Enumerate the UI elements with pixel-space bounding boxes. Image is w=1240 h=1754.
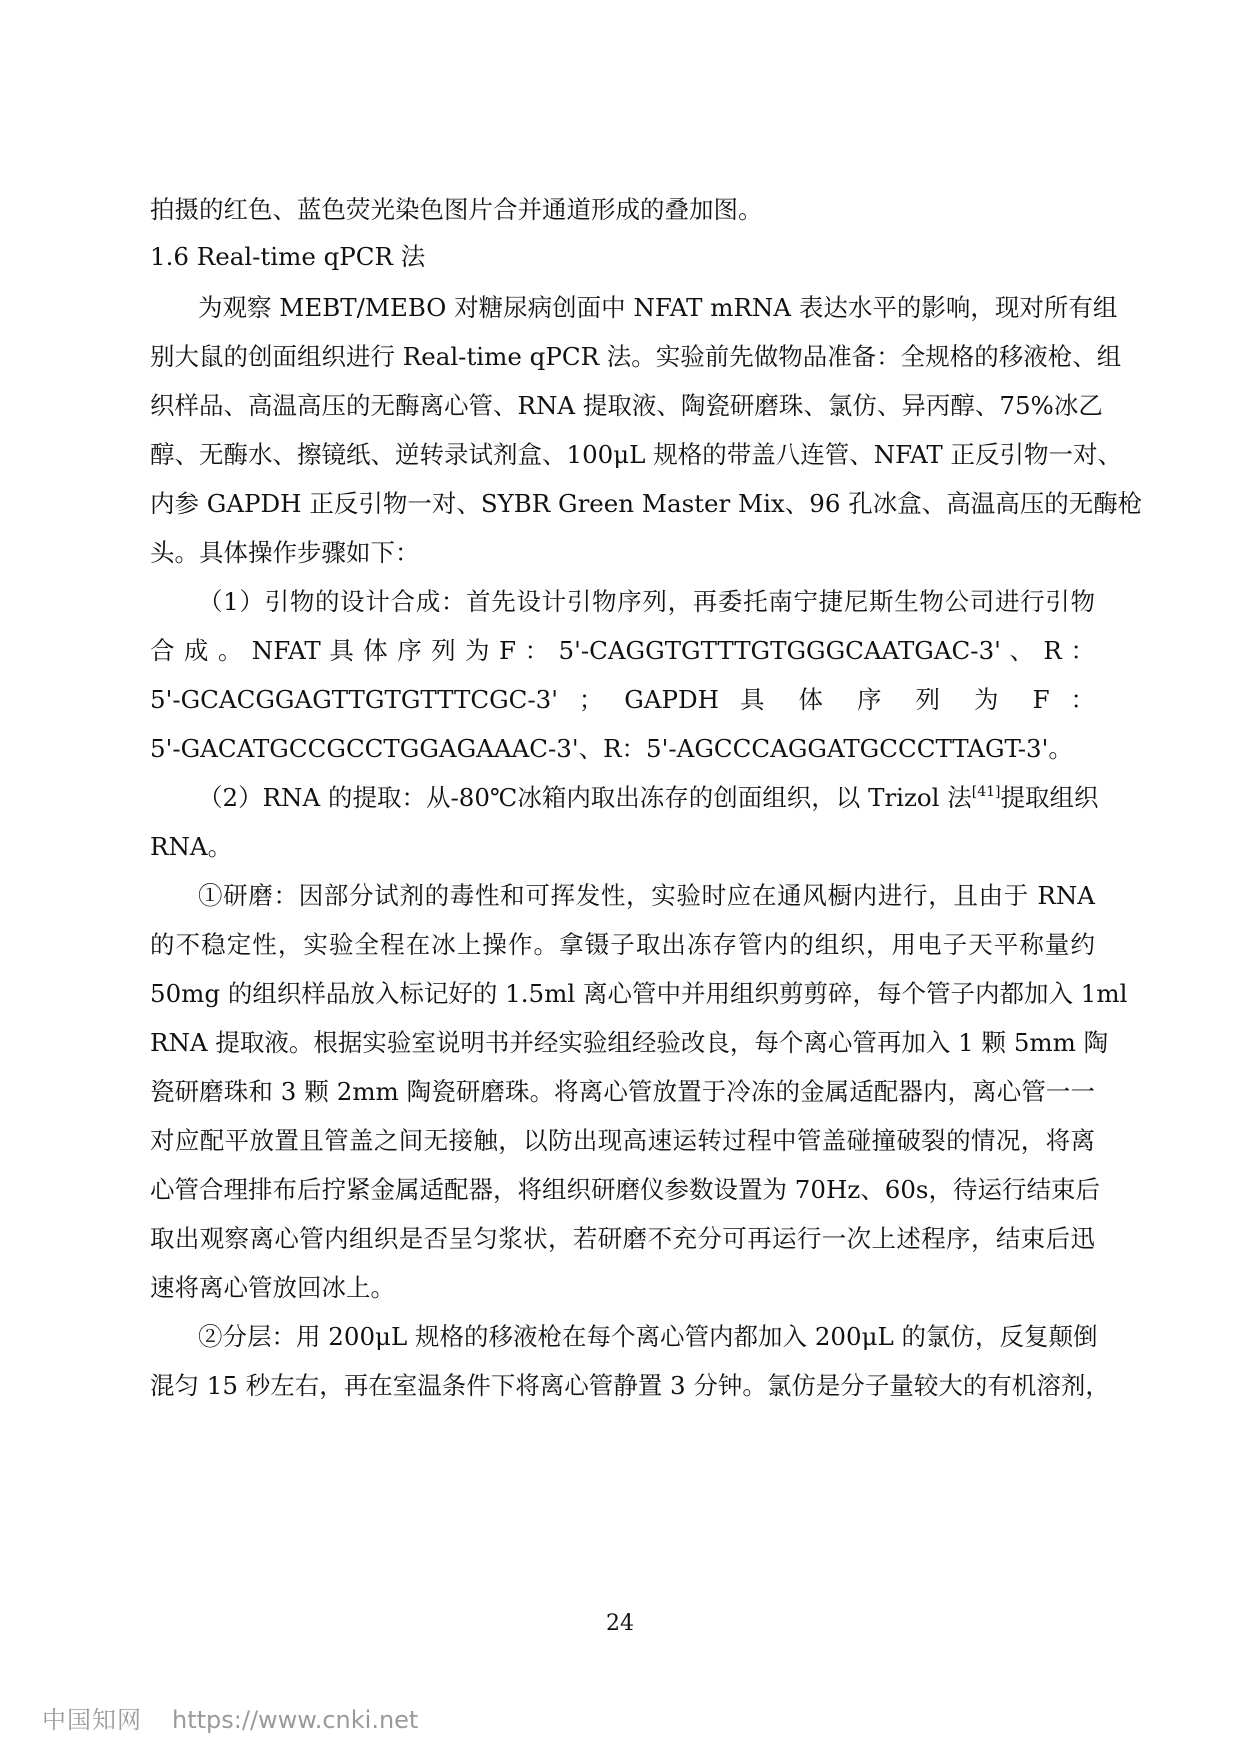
paragraph-line: 50mg 的组织样品放入标记好的 1.5ml 离心管中并用组织剪剪碎，每个管子内都加入 1ml: [150, 979, 1128, 1008]
paragraph-line: 醇、无酶水、擦镜纸、逆转录试剂盒、100μL 规格的带盖八连管、NFAT 正反引物一对、: [150, 440, 1123, 469]
paragraph-line: 取出观察离心管内组织是否呈匀浆状，若研磨不充分可再运行一次上述程序，结束后迅: [150, 1224, 1095, 1253]
paragraph-line: 速将离心管放回冰上。: [150, 1273, 395, 1302]
footer-url[interactable]: https://www.cnki.net: [172, 1706, 419, 1734]
paragraph-line: 拍摄的红色、蓝色荧光染色图片合并通道形成的叠加图。: [150, 195, 763, 224]
paragraph-line: 混匀 15 秒左右，再在室温条件下将离心管静置 3 分钟。氯仿是分子量较大的有机溶剂，: [150, 1371, 1110, 1400]
paragraph-line: 头。具体操作步骤如下：: [150, 538, 420, 567]
line-text: 提取组织: [1000, 783, 1099, 812]
paragraph-line: 合 成 。 NFAT 具 体 序 列 为 F ： 5'-CAGGTGTTTGTGGGCAATGAC-3' 、 R ：: [150, 636, 1095, 665]
paragraph-line: 5'-GACATGCCGCCTGGAGAAAC-3'、R：5'-AGCCCAGGATGCCCTTAGT-3'。: [150, 734, 1073, 763]
paragraph-line: 别大鼠的创面组织进行 Real-time qPCR 法。实验前先做物品准备：全规格的移液枪、组: [150, 342, 1122, 371]
paragraph-line: RNA 提取液。根据实验室说明书并经实验组经验改良，每个离心管再加入 1 颗 5mm 陶: [150, 1028, 1109, 1057]
cnki-logo: 中国知网: [42, 1706, 142, 1734]
paragraph-line: 的不稳定性，实验全程在冰上操作。拿镊子取出冻存管内的组织，用电子天平称量约: [150, 930, 1095, 959]
paragraph-line: 对应配平放置且管盖之间无接触，以防出现高速运转过程中管盖碰撞破裂的情况，将离: [150, 1126, 1095, 1155]
paragraph-line: RNA。: [150, 832, 233, 861]
footer-watermark: [42, 1700, 418, 1735]
paragraph-line: 内参 GAPDH 正反引物一对、SYBR Green Master Mix、96 孔冰盒、高温高压的无酶枪: [150, 489, 1143, 518]
paragraph-line: [198, 783, 1099, 812]
paragraph-line: 为观察 MEBT/MEBO 对糖尿病创面中 NFAT mRNA 表达水平的影响，现对所有组: [198, 293, 1118, 322]
paragraph-line: 瓷研磨珠和 3 颗 2mm 陶瓷研磨珠。将离心管放置于冷冻的金属适配器内，离心管一一: [150, 1077, 1095, 1106]
paragraph-line: 5'-GCACGGAGTTGTGTTTCGC-3' ； GAPDH 具 体 序 列 为 F ：: [150, 685, 1095, 714]
paragraph-line: ②分层：用 200μL 规格的移液枪在每个离心管内都加入 200μL 的氯仿，反复颠倒: [198, 1322, 1098, 1351]
paragraph-line: 织样品、高温高压的无酶离心管、RNA 提取液、陶瓷研磨珠、氯仿、异丙醇、75%冰乙: [150, 391, 1103, 420]
paragraph-line: ①研磨：因部分试剂的毒性和可挥发性，实验时应在通风橱内进行，且由于 RNA: [198, 881, 1095, 910]
section-heading: 1.6 Real-time qPCR 法: [150, 242, 426, 271]
line-text: （2）RNA 的提取：从-80℃冰箱内取出冻存的创面组织，以 Trizol 法: [198, 783, 972, 812]
paragraph-line: 心管合理排布后拧紧金属适配器，将组织研磨仪参数设置为 70Hz、60s，待运行结束后: [150, 1175, 1100, 1204]
paragraph-line: （1）引物的设计合成：首先设计引物序列，再委托南宁捷尼斯生物公司进行引物: [198, 587, 1095, 616]
citation-reference: [41]: [971, 784, 1001, 800]
page-number: 24: [606, 1611, 634, 1636]
